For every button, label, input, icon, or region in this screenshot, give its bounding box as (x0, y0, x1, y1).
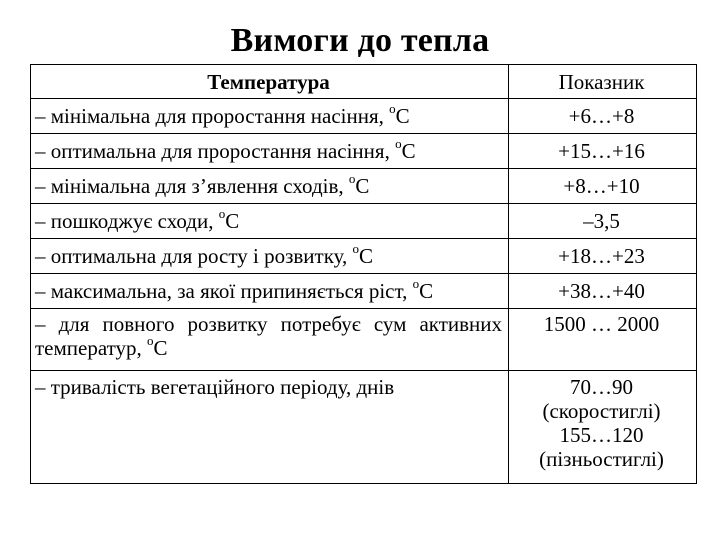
header-temperature: Температура (31, 65, 509, 99)
row-label-damages-seedlings: – пошкоджує сходи, $^о$С (31, 204, 509, 239)
table-row (31, 134, 697, 169)
value-line-early-days: 70…90 (570, 375, 633, 399)
row-label-opt-germination: – оптимальна для проростання насіння, $^о$С (31, 134, 509, 169)
row-value-active-temp-sum: 1500 … 2000 (509, 309, 697, 371)
row-value-opt-germination: +15…+16 (509, 134, 697, 169)
row-value-vegetation-period (509, 371, 697, 484)
value-line-early-label: (скоростиглі) (542, 399, 661, 423)
row-label-vegetation-period: – тривалість вегетаційного періоду, днів (31, 371, 509, 484)
row-value-opt-growth: +18…+23 (509, 239, 697, 274)
row-value-min-germination: +6…+8 (509, 99, 697, 134)
row-value-damages-seedlings: –3,5 (509, 204, 697, 239)
header-indicator: Показник (509, 65, 697, 99)
value-line-late-label: (пізньостиглі) (539, 447, 664, 471)
table-row (31, 309, 697, 371)
row-label-opt-growth: – оптимальна для росту і розвитку, $^о$С (31, 239, 509, 274)
row-value-min-emergence: +8…+10 (509, 169, 697, 204)
table-header-row (31, 65, 697, 99)
table-row (31, 239, 697, 274)
table-row (31, 274, 697, 309)
value-line-late-days: 155…120 (559, 423, 644, 447)
table-row (31, 371, 697, 484)
row-label-max-growth-stop: – максимальна, за якої припиняється ріст, $^о$С (31, 274, 509, 309)
table-row (31, 204, 697, 239)
table-row (31, 99, 697, 134)
row-label-active-temp-sum: – для повного розвитку потребує сум активних температур, $^о$С (31, 309, 509, 371)
row-label-min-emergence: – мінімальна для з’явлення сходів, $^о$С (31, 169, 509, 204)
row-label-min-germination: – мінімальна для проростання насіння, $^о$С (31, 99, 509, 134)
heat-requirements-table-container (30, 64, 696, 484)
heat-requirements-table (30, 64, 697, 484)
page-title: Вимоги до тепла (230, 22, 490, 59)
row-value-max-growth-stop: +38…+40 (509, 274, 697, 309)
table-row (31, 169, 697, 204)
